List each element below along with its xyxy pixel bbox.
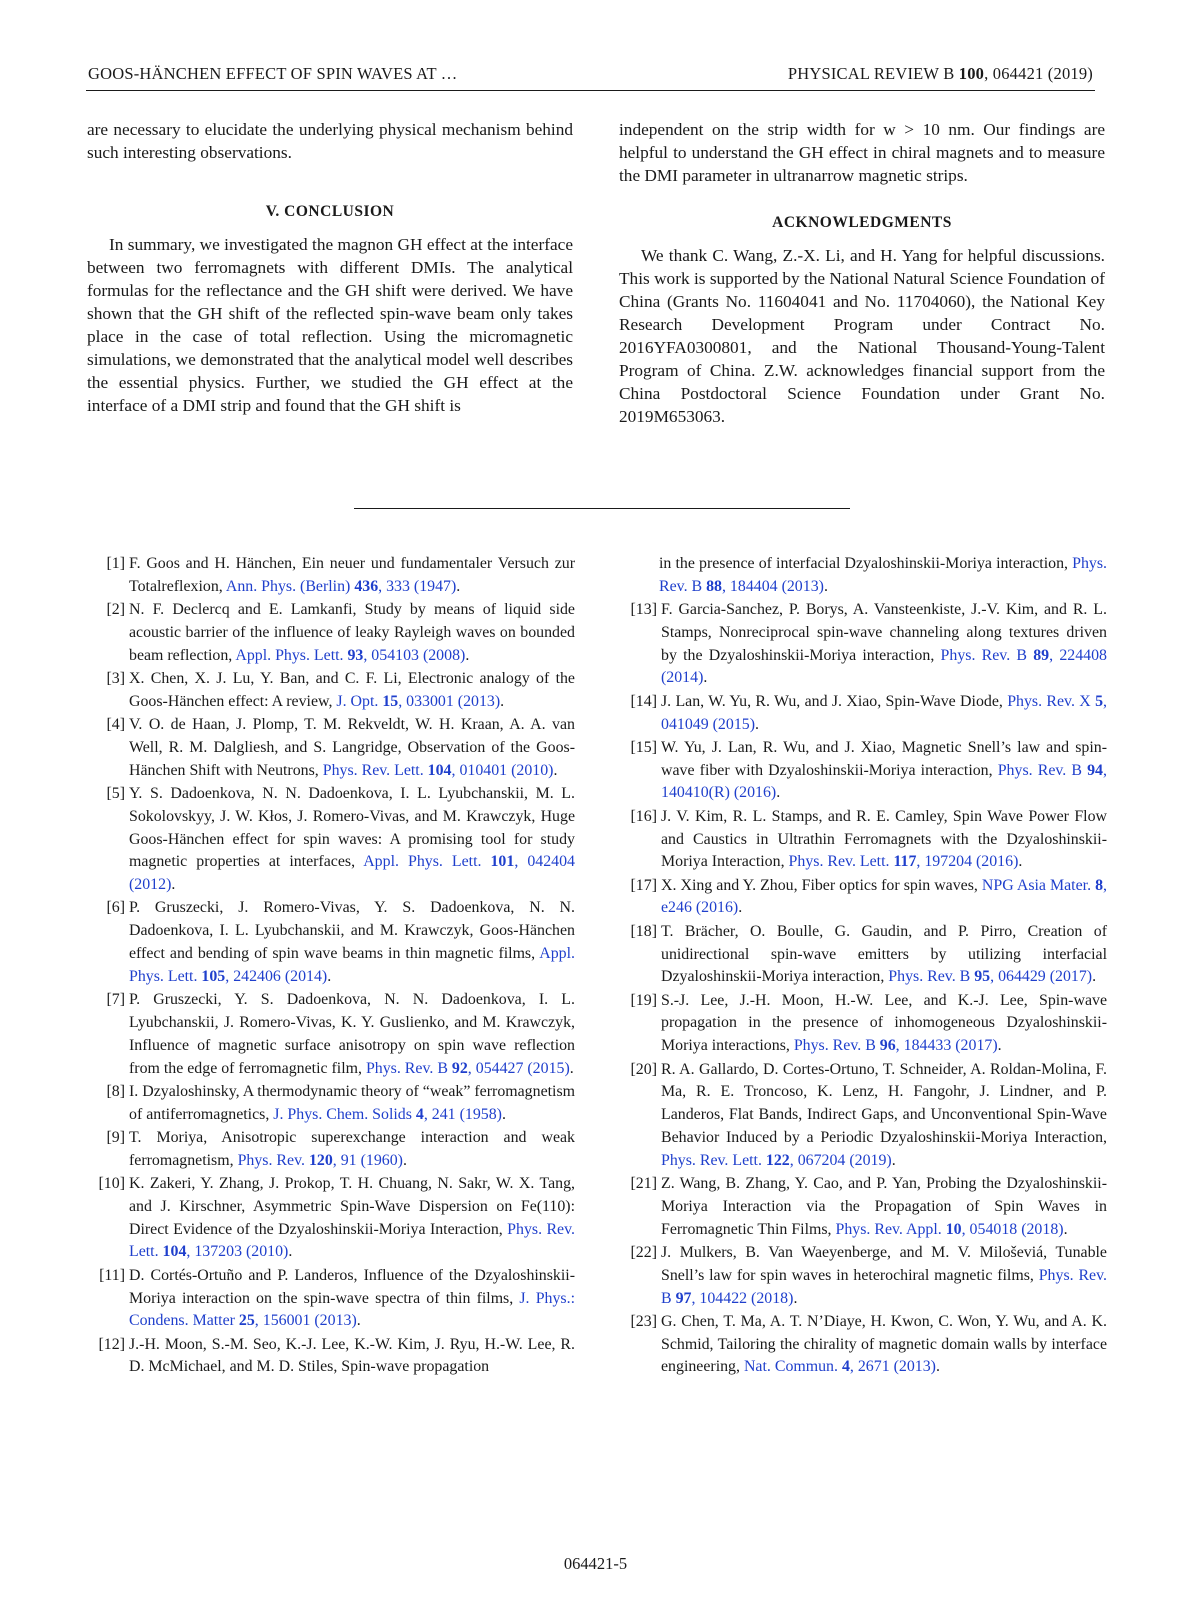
- reference-page: , 140410(R) (2016): [661, 761, 1107, 802]
- reference-journal: Appl. Phys. Lett.: [235, 646, 348, 664]
- reference-page: , 333 (1947): [378, 577, 457, 595]
- reference-link[interactable]: [226, 578, 456, 595]
- reference-number: [10]: [98, 1175, 125, 1193]
- reference-text: T. Moriya, Anisotropic superexchange interaction and weak ferromagnetism,: [129, 1128, 575, 1169]
- reference-item: [619, 1311, 1107, 1379]
- reference-number: [3]: [106, 669, 125, 687]
- reference-volume: 15: [382, 692, 399, 710]
- reference-item: [87, 1127, 575, 1173]
- page-number: 064421-5: [563, 1554, 628, 1573]
- reference-end: .: [327, 967, 332, 985]
- reference-page: , 184404 (2013): [721, 577, 824, 595]
- section-title-acknowledgments: ACKNOWLEDGMENTS: [772, 214, 952, 231]
- reference-page: , 033001 (2013): [398, 692, 501, 710]
- reference-page: , 242406 (2014): [225, 967, 328, 985]
- article-pages: , 064421 (2019): [984, 64, 1093, 83]
- reference-page: , 91 (1960): [332, 1151, 403, 1169]
- reference-journal: Phys. Rev. B: [888, 968, 975, 986]
- reference-text: X. Xing and Y. Zhou, Fiber optics for spin waves,: [661, 876, 982, 894]
- reference-end: .: [171, 876, 176, 894]
- reference-journal: Phys. Rev.: [237, 1151, 309, 1169]
- reference-text: X. Chen, X. J. Lu, Y. Ban, and C. F. Li, Electronic analogy of the Goos-Hänchen effect: A review,: [129, 669, 575, 710]
- reference-page: , e246 (2016): [661, 876, 1107, 917]
- reference-page: , 042404 (2012): [129, 853, 575, 894]
- reference-page: , 137203 (2010): [186, 1243, 289, 1261]
- reference-number: [2]: [106, 601, 125, 619]
- reference-page: , 064429 (2017): [990, 968, 1093, 986]
- journal-volume: 100: [958, 64, 985, 83]
- conclusion-paragraph: In summary, we investigated the magnon GH effect at the interface between two ferromagnets with different DMIs. The analytical formulas for the reflectance and the GH shift were derived. We have shown that the GH shift of the reflected spin-wave beam only takes place in the case of total reflection. Using the micromagnetic simulations, we demonstrated that the analytical model well describes the essential physics. Further, we studied the GH effect at the interface of a DMI strip and found that the GH shift is: [87, 235, 573, 415]
- reference-text: K. Zakeri, Y. Zhang, J. Prokop, T. H. Chuang, N. Sakr, W. X. Tang, and J. Kirschner, Asymmetric Spin-Wave Dispersion on Fe(110): Direct Evidence of the Dzyaloshinskii-Moriya Interaction,: [129, 1175, 575, 1238]
- reference-item: [87, 1081, 575, 1127]
- reference-volume: 436: [354, 577, 379, 595]
- reference-link[interactable]: [744, 1358, 936, 1375]
- reference-link[interactable]: [888, 968, 1092, 985]
- reference-end: .: [569, 1059, 574, 1077]
- reference-end: .: [1018, 853, 1023, 871]
- reference-text: Z. Wang, B. Zhang, Y. Cao, and P. Yan, Probing the Dzyaloshinskii-Moriya Interaction via the Propagation of Spin Waves in Ferromagnetic Thin Films,: [661, 1175, 1107, 1238]
- left-column: [87, 118, 573, 417]
- header-rule: [86, 90, 1095, 91]
- reference-journal: J. Phys.: Condens. Matter: [129, 1289, 575, 1330]
- reference-volume: 117: [893, 853, 917, 871]
- reference-journal: Phys. Rev. Lett.: [129, 1220, 575, 1261]
- reference-page: , 010401 (2010): [451, 761, 554, 779]
- reference-page: , 067204 (2019): [789, 1151, 892, 1169]
- reference-number: [22]: [630, 1243, 657, 1261]
- reference-end: .: [1092, 968, 1097, 986]
- reference-number: [12]: [98, 1335, 125, 1353]
- reference-volume: 4: [415, 1105, 424, 1123]
- reference-volume: 104: [427, 761, 452, 779]
- reference-item: [87, 668, 575, 714]
- reference-item: [619, 806, 1107, 874]
- reference-page: , 197204 (2016): [916, 853, 1019, 871]
- reference-text: J. Mulkers, B. Van Waeyenberge, and M. V. Miloševiá, Tunable Snell’s law for spin waves in heterochiral magnetic films,: [661, 1243, 1107, 1284]
- reference-end: .: [738, 899, 743, 917]
- reference-text: F. Garcia-Sanchez, P. Borys, A. Vansteenkiste, J.-V. Kim, and R. L. Stamps, Nonreciprocal spin-wave channeling along textures driven by the Dzyaloshinskii-Moriya interaction,: [661, 601, 1107, 664]
- reference-list-right: [619, 553, 1107, 1380]
- reference-journal: Phys. Rev. Lett.: [661, 1151, 766, 1169]
- reference-item: [619, 691, 1107, 737]
- reference-link[interactable]: [323, 762, 554, 779]
- reference-volume: 88: [706, 577, 722, 595]
- reference-volume: 93: [347, 646, 364, 664]
- reference-item: [619, 599, 1107, 690]
- reference-text: N. F. Declercq and E. Lamkanfi, Study by means of liquid side acoustic barrier of the influence of leaky Rayleigh waves on bounded beam reflection,: [129, 601, 575, 664]
- reference-text: W. Yu, J. Lan, R. Wu, and J. Xiao, Magnetic Snell’s law and spin-wave fiber with Dzyaloshinskii-Moriya interaction,: [661, 738, 1107, 779]
- reference-volume: 96: [879, 1037, 896, 1055]
- reference-end: .: [356, 1312, 361, 1330]
- reference-end: .: [402, 1151, 407, 1169]
- reference-volume: 95: [974, 968, 991, 986]
- reference-page: , 224408 (2014): [661, 646, 1107, 687]
- reference-number: [1]: [106, 555, 125, 572]
- right-column: [619, 118, 1105, 428]
- reference-item: [619, 1242, 1107, 1310]
- reference-item: [619, 553, 1107, 599]
- reference-end: .: [1063, 1220, 1068, 1238]
- reference-end: .: [500, 692, 505, 710]
- reference-end: .: [935, 1358, 940, 1376]
- intro-paragraph: are necessary to elucidate the underlying physical mechanism behind such interesting observations.: [87, 120, 573, 162]
- reference-end: .: [553, 761, 558, 779]
- reference-page: , 184433 (2017): [895, 1037, 998, 1055]
- reference-end: .: [823, 577, 828, 595]
- reference-link[interactable]: [794, 1037, 998, 1054]
- reference-journal: Phys. Rev. B: [940, 646, 1034, 664]
- reference-journal: Ann. Phys. (Berlin): [225, 577, 355, 595]
- reference-link[interactable]: [836, 1221, 1064, 1238]
- acknowledgments-paragraph: We thank C. Wang, Z.-X. Li, and H. Yang for helpful discussions. This work is supported by the National Natural Science Foundation of China (Grants No. 11604041 and No. 11704060), the National Key Research Development Program under Contract No. 2016YFA0300801, and the National Thousand-Young-Talent Program of China. Z.W. acknowledges financial support from the China Postdoctoral Science Foundation under Grant No. 2019M653063.: [619, 246, 1105, 426]
- reference-end: .: [456, 577, 461, 595]
- reference-volume: 4: [841, 1358, 850, 1376]
- reference-end: .: [501, 1105, 506, 1123]
- reference-text: J. V. Kim, R. L. Stamps, and R. E. Camley, Spin Wave Power Flow and Caustics in Ultrathin Ferromagnets with the Dzyaloshinskii-Moriya Interaction,: [661, 807, 1107, 871]
- reference-journal: J. Phys. Chem. Solids: [273, 1105, 416, 1123]
- reference-text: R. A. Gallardo, D. Cortes-Ortuno, T. Schneider, A. Roldan-Molina, F. Ma, R. E. Troncoso, K. Lenz, H. Fangohr, J. Lindner, and P. Landeros, Flat Bands, Indirect Gaps, and Unconventional Spin-Wave Behavior Induced by a Periodic Dzyaloshinskii-Moriya Interaction,: [661, 1060, 1107, 1146]
- reference-item: [619, 737, 1107, 805]
- reference-link[interactable]: [235, 647, 465, 664]
- reference-text: S.-J. Lee, J.-H. Moon, H.-W. Lee, and K.-J. Lee, Spin-wave propagation in the presence of inhomogeneous Dzyaloshinskii-Moriya interactions,: [661, 991, 1107, 1055]
- conclusion-continuation: independent on the strip width for w > 10 nm. Our findings are helpful to understand the GH effect in chiral magnets and to measure the DMI parameter in ultranarrow magnetic strips.: [619, 120, 1105, 185]
- reference-link[interactable]: [273, 1106, 502, 1123]
- reference-page: , 2671 (2013): [849, 1358, 936, 1376]
- reference-journal: Phys. Rev. Lett.: [322, 761, 428, 779]
- reference-number: [18]: [630, 922, 657, 940]
- reference-page: , 054018 (2018): [961, 1220, 1064, 1238]
- reference-item: [619, 875, 1107, 921]
- reference-volume: 105: [201, 967, 226, 985]
- reference-link[interactable]: [661, 1152, 892, 1169]
- running-header-journal: [788, 64, 1093, 84]
- reference-journal: NPG Asia Mater.: [981, 876, 1096, 894]
- reference-journal: Phys. Rev. B: [793, 1037, 880, 1055]
- reference-volume: 101: [490, 853, 515, 871]
- reference-journal: Phys. Rev. Lett.: [788, 853, 894, 871]
- reference-page: , 156001 (2013): [254, 1312, 357, 1330]
- reference-number: [6]: [106, 899, 125, 917]
- reference-link[interactable]: [238, 1152, 403, 1169]
- reference-end: .: [776, 784, 781, 802]
- reference-text: I. Dzyaloshinsky, A thermodynamic theory of “weak” ferromagnetism of antiferromagnetics,: [129, 1082, 575, 1123]
- reference-number: [17]: [630, 876, 657, 894]
- reference-journal: Phys. Rev. X: [1007, 692, 1096, 710]
- reference-text: P. Gruszecki, Y. S. Dadoenkova, N. N. Dadoenkova, I. L. Lyubchanskii, J. Romero-Vivas, K. Y. Guslienko, and M. Krawczyk, Influence of magnetic surface anisotropy on spin wave reflection from the edge of ferromagnetic film,: [129, 991, 575, 1077]
- reference-volume: 120: [308, 1151, 333, 1169]
- reference-end: .: [288, 1243, 293, 1261]
- reference-item: [87, 1334, 575, 1380]
- reference-number: [4]: [106, 716, 125, 734]
- reference-volume: 92: [451, 1059, 468, 1077]
- reference-end: .: [997, 1037, 1002, 1055]
- reference-item: [87, 783, 575, 897]
- reference-journal: Phys. Rev. Appl.: [835, 1220, 946, 1238]
- reference-number: [16]: [630, 807, 657, 825]
- reference-number: [11]: [99, 1266, 125, 1284]
- reference-item: [619, 921, 1107, 989]
- reference-page: , 054103 (2008): [363, 646, 466, 664]
- reference-item: [619, 990, 1107, 1058]
- reference-link[interactable]: [336, 693, 500, 710]
- journal-name: PHYSICAL REVIEW B: [787, 64, 959, 83]
- reference-item: [87, 1173, 575, 1264]
- reference-volume: 89: [1033, 646, 1050, 664]
- reference-page: , 054427 (2015): [467, 1059, 570, 1077]
- reference-volume: 10: [945, 1220, 962, 1238]
- reference-end: .: [891, 1151, 896, 1169]
- reference-number: [9]: [106, 1128, 125, 1146]
- reference-text: G. Chen, T. Ma, A. T. N’Diaye, H. Kwon, C. Won, Y. Wu, and A. K. Schmid, Tailoring the chirality of magnetic domain walls by interface engineering,: [661, 1312, 1107, 1376]
- reference-end: .: [755, 715, 759, 733]
- reference-text: F. Goos and H. Hänchen, Ein neuer und fundamentaler Versuch zur Totalreflexion,: [129, 555, 575, 595]
- reference-item: [87, 599, 575, 667]
- reference-item: [619, 1059, 1107, 1173]
- reference-text: V. O. de Haan, J. Plomp, T. M. Rekveldt, W. H. Kraan, A. A. van Well, R. M. Dalgliesh, and S. Langridge, Observation of the Goos-Hänchen Shift with Neutrons,: [129, 716, 575, 779]
- reference-item: [87, 714, 575, 782]
- reference-volume: 8: [1095, 876, 1104, 894]
- references-rule: [354, 508, 850, 509]
- reference-end: .: [703, 669, 708, 687]
- reference-volume: 122: [765, 1151, 790, 1169]
- reference-page: , 241 (1958): [423, 1105, 502, 1123]
- reference-item: [87, 553, 575, 599]
- reference-number: [23]: [630, 1312, 657, 1330]
- reference-number: [15]: [630, 738, 657, 756]
- reference-number: [8]: [106, 1082, 125, 1100]
- reference-text: P. Gruszecki, J. Romero-Vivas, Y. S. Dadoenkova, N. N. Dadoenkova, I. L. Lyubchanskii, and M. Krawczyk, Goos-Hänchen effect and bending of spin wave beams in thin magnetic films,: [129, 899, 575, 963]
- reference-number: [20]: [630, 1060, 657, 1078]
- reference-number: [21]: [630, 1175, 657, 1193]
- reference-journal: Phys. Rev. B: [997, 761, 1088, 779]
- reference-link[interactable]: [789, 853, 1019, 870]
- reference-volume: 97: [675, 1289, 692, 1307]
- reference-journal: J. Opt.: [336, 692, 383, 710]
- reference-text: Y. S. Dadoenkova, N. N. Dadoenkova, I. L. Lyubchanskii, M. L. Sokolovskyy, J. W. Kłos, J. Romero-Vivas, and M. Krawczyk, Huge Goos-Hänchen effect for spin waves: A promising tool for study magnetic properties at interfaces,: [129, 784, 575, 871]
- reference-text: D. Cortés-Ortuño and P. Landeros, Influence of the Dzyaloshinskii-Moriya interaction on the spin-wave spectra of thin films,: [129, 1266, 575, 1307]
- reference-journal: Phys. Rev. B: [661, 1266, 1107, 1307]
- reference-volume: 94: [1087, 761, 1103, 779]
- reference-list-left: [87, 553, 575, 1380]
- running-header-title: GOOS-HÄNCHEN EFFECT OF SPIN WAVES AT …: [88, 64, 458, 83]
- reference-journal: Appl. Phys. Lett.: [363, 853, 491, 871]
- reference-text: in the presence of interfacial Dzyaloshinskii-Moriya interaction,: [659, 555, 1073, 572]
- reference-number: [5]: [106, 784, 125, 802]
- reference-journal: Phys. Rev. B: [659, 555, 1107, 595]
- reference-link[interactable]: [366, 1060, 570, 1077]
- reference-journal: Phys. Rev. B: [365, 1059, 452, 1077]
- reference-end: .: [465, 646, 470, 664]
- reference-text: J. Lan, W. Yu, R. Wu, and J. Xiao, Spin-Wave Diode,: [661, 692, 1008, 710]
- reference-page: , 041049 (2015): [661, 692, 1107, 733]
- reference-number: [13]: [630, 601, 657, 619]
- reference-journal: Appl. Phys. Lett.: [129, 945, 575, 985]
- reference-volume: 25: [238, 1312, 255, 1330]
- reference-volume: 104: [162, 1243, 187, 1261]
- reference-item: [87, 1265, 575, 1333]
- reference-number: [7]: [106, 991, 125, 1009]
- reference-item: [619, 1173, 1107, 1241]
- reference-journal: Nat. Commun.: [743, 1358, 842, 1376]
- section-title-conclusion: V. CONCLUSION: [265, 203, 395, 220]
- reference-end: .: [793, 1289, 798, 1307]
- reference-number: [14]: [630, 692, 657, 710]
- reference-text: J.-H. Moon, S.-M. Seo, K.-J. Lee, K.-W. Kim, J. Ryu, H.-W. Lee, R. D. McMichael, and M. D. Stiles, Spin-wave propagation: [129, 1335, 575, 1376]
- reference-number: [19]: [630, 991, 657, 1009]
- reference-text: T. Brächer, O. Boulle, G. Gaudin, and P. Pirro, Creation of unidirectional spin-wave emitters by utilizing interfacial Dzyaloshinskii-Moriya interaction,: [661, 922, 1107, 986]
- reference-page: , 104422 (2018): [691, 1289, 794, 1307]
- reference-volume: 5: [1095, 692, 1104, 710]
- reference-item: [87, 897, 575, 988]
- reference-item: [87, 989, 575, 1080]
